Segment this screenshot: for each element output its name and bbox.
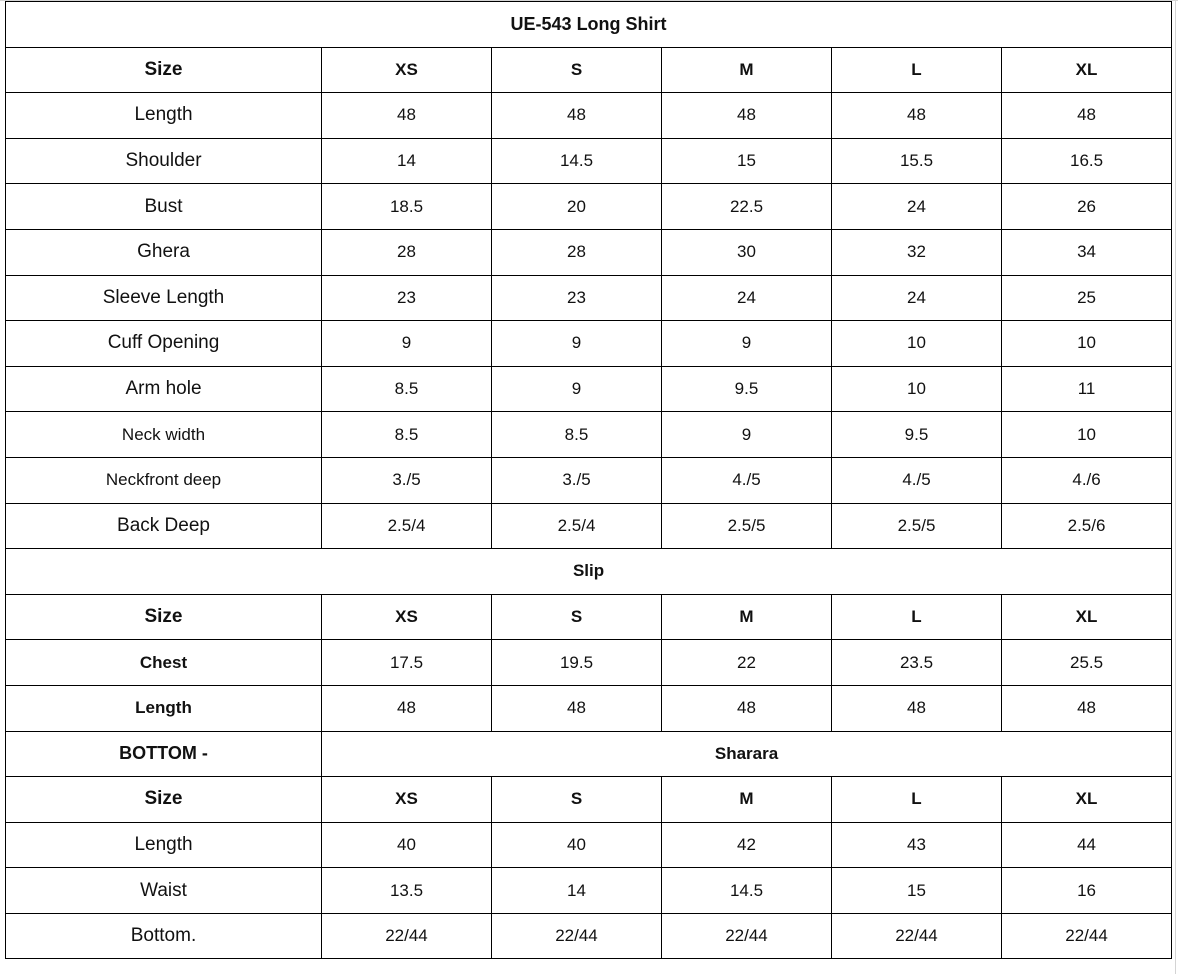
shirt-row — [6, 184, 1172, 230]
measurement-cell: 48 — [662, 685, 832, 731]
measurement-cell: 3./5 — [322, 457, 492, 503]
measurement-cell: 2.5/4 — [322, 503, 492, 549]
row-label: Waist — [6, 868, 322, 914]
row-label: Shoulder — [6, 138, 322, 184]
measurement-cell: 9 — [492, 321, 662, 367]
measurement-cell: 4./6 — [1002, 457, 1172, 503]
row-label: Sleeve Length — [6, 275, 322, 321]
measurement-cell: 8.5 — [492, 412, 662, 458]
shirt-row — [6, 366, 1172, 412]
shirt-row — [6, 503, 1172, 549]
size-header-cell: XS — [322, 47, 492, 93]
measurement-cell: 15 — [662, 138, 832, 184]
measurement-cell: 48 — [492, 93, 662, 139]
measurement-cell: 16.5 — [1002, 138, 1172, 184]
size-chart-table — [5, 1, 1172, 959]
measurement-cell: 9 — [322, 321, 492, 367]
slip-size-header-row — [6, 594, 1172, 640]
size-header-cell: S — [492, 47, 662, 93]
bottom-section-title: Sharara — [322, 731, 1172, 777]
measurement-cell: 24 — [832, 275, 1002, 321]
measurement-cell: 22/44 — [662, 913, 832, 959]
measurement-cell: 48 — [492, 685, 662, 731]
size-header-cell: S — [492, 777, 662, 823]
shirt-row — [6, 412, 1172, 458]
measurement-cell: 22/44 — [832, 913, 1002, 959]
size-header-cell: XL — [1002, 594, 1172, 640]
row-label: Neckfront deep — [6, 457, 322, 503]
measurement-cell: 20 — [492, 184, 662, 230]
measurement-cell: 14 — [322, 138, 492, 184]
size-header-cell: L — [832, 594, 1002, 640]
measurement-cell: 3./5 — [492, 457, 662, 503]
measurement-cell: 17.5 — [322, 640, 492, 686]
shirt-row — [6, 138, 1172, 184]
row-label: Cuff Opening — [6, 321, 322, 367]
measurement-cell: 23.5 — [832, 640, 1002, 686]
measurement-cell: 24 — [832, 184, 1002, 230]
measurement-cell: 23 — [492, 275, 662, 321]
size-header-label: Size — [6, 777, 322, 823]
bottom-row — [6, 913, 1172, 959]
measurement-cell: 25 — [1002, 275, 1172, 321]
measurement-cell: 9.5 — [832, 412, 1002, 458]
title-row — [6, 2, 1172, 48]
measurement-cell: 2.5/5 — [662, 503, 832, 549]
measurement-cell: 19.5 — [492, 640, 662, 686]
measurement-cell: 10 — [832, 366, 1002, 412]
measurement-cell: 25.5 — [1002, 640, 1172, 686]
measurement-cell: 11 — [1002, 366, 1172, 412]
measurement-cell: 2.5/4 — [492, 503, 662, 549]
shirt-size-header-row — [6, 47, 1172, 93]
size-header-label: Size — [6, 47, 322, 93]
measurement-cell: 48 — [1002, 93, 1172, 139]
measurement-cell: 22 — [662, 640, 832, 686]
size-header-cell: M — [662, 47, 832, 93]
measurement-cell: 13.5 — [322, 868, 492, 914]
shirt-row — [6, 321, 1172, 367]
bottom-size-header-row — [6, 777, 1172, 823]
measurement-cell: 48 — [1002, 685, 1172, 731]
size-header-cell: XS — [322, 777, 492, 823]
size-header-label: Size — [6, 594, 322, 640]
bottom-title-row — [6, 731, 1172, 777]
measurement-cell: 48 — [832, 685, 1002, 731]
shirt-row — [6, 275, 1172, 321]
measurement-cell: 18.5 — [322, 184, 492, 230]
measurement-cell: 26 — [1002, 184, 1172, 230]
measurement-cell: 15 — [832, 868, 1002, 914]
row-label: Neck width — [6, 412, 322, 458]
row-label: Length — [6, 93, 322, 139]
measurement-cell: 15.5 — [832, 138, 1002, 184]
measurement-cell: 16 — [1002, 868, 1172, 914]
measurement-cell: 28 — [322, 229, 492, 275]
measurement-cell: 48 — [662, 93, 832, 139]
measurement-cell: 42 — [662, 822, 832, 868]
measurement-cell: 2.5/6 — [1002, 503, 1172, 549]
measurement-cell: 22/44 — [492, 913, 662, 959]
bottom-row — [6, 868, 1172, 914]
row-label: Chest — [6, 640, 322, 686]
size-header-cell: L — [832, 47, 1002, 93]
measurement-cell: 22/44 — [1002, 913, 1172, 959]
measurement-cell: 8.5 — [322, 366, 492, 412]
measurement-cell: 48 — [832, 93, 1002, 139]
measurement-cell: 14.5 — [662, 868, 832, 914]
size-header-cell: XS — [322, 594, 492, 640]
slip-row — [6, 685, 1172, 731]
measurement-cell: 48 — [322, 93, 492, 139]
measurement-cell: 28 — [492, 229, 662, 275]
bottom-row — [6, 822, 1172, 868]
row-label: Bottom. — [6, 913, 322, 959]
measurement-cell: 14.5 — [492, 138, 662, 184]
measurement-cell: 44 — [1002, 822, 1172, 868]
size-header-cell: XL — [1002, 777, 1172, 823]
measurement-cell: 9 — [662, 321, 832, 367]
row-label: Length — [6, 822, 322, 868]
measurement-cell: 10 — [832, 321, 1002, 367]
measurement-cell: 2.5/5 — [832, 503, 1002, 549]
shirt-row — [6, 457, 1172, 503]
measurement-cell: 30 — [662, 229, 832, 275]
measurement-cell: 40 — [492, 822, 662, 868]
bottom-section-label: BOTTOM - — [6, 731, 322, 777]
measurement-cell: 34 — [1002, 229, 1172, 275]
measurement-cell: 32 — [832, 229, 1002, 275]
shirt-row — [6, 229, 1172, 275]
measurement-cell: 9 — [492, 366, 662, 412]
measurement-cell: 23 — [322, 275, 492, 321]
measurement-cell: 14 — [492, 868, 662, 914]
measurement-cell: 22/44 — [322, 913, 492, 959]
row-label: Arm hole — [6, 366, 322, 412]
measurement-cell: 22.5 — [662, 184, 832, 230]
row-label: Ghera — [6, 229, 322, 275]
size-header-cell: M — [662, 777, 832, 823]
slip-row — [6, 640, 1172, 686]
size-header-cell: XL — [1002, 47, 1172, 93]
row-label: Length — [6, 685, 322, 731]
measurement-cell: 4./5 — [832, 457, 1002, 503]
sheet-gridline-right — [1175, 0, 1176, 974]
size-header-cell: M — [662, 594, 832, 640]
size-header-cell: L — [832, 777, 1002, 823]
row-label: Back Deep — [6, 503, 322, 549]
measurement-cell: 9.5 — [662, 366, 832, 412]
measurement-cell: 48 — [322, 685, 492, 731]
measurement-cell: 4./5 — [662, 457, 832, 503]
measurement-cell: 43 — [832, 822, 1002, 868]
measurement-cell: 8.5 — [322, 412, 492, 458]
slip-title-row — [6, 549, 1172, 595]
row-label: Bust — [6, 184, 322, 230]
measurement-cell: 40 — [322, 822, 492, 868]
measurement-cell: 10 — [1002, 321, 1172, 367]
size-header-cell: S — [492, 594, 662, 640]
measurement-cell: 9 — [662, 412, 832, 458]
chart-title: UE-543 Long Shirt — [6, 2, 1172, 48]
measurement-cell: 10 — [1002, 412, 1172, 458]
shirt-row — [6, 93, 1172, 139]
slip-section-title: Slip — [6, 549, 1172, 595]
measurement-cell: 24 — [662, 275, 832, 321]
